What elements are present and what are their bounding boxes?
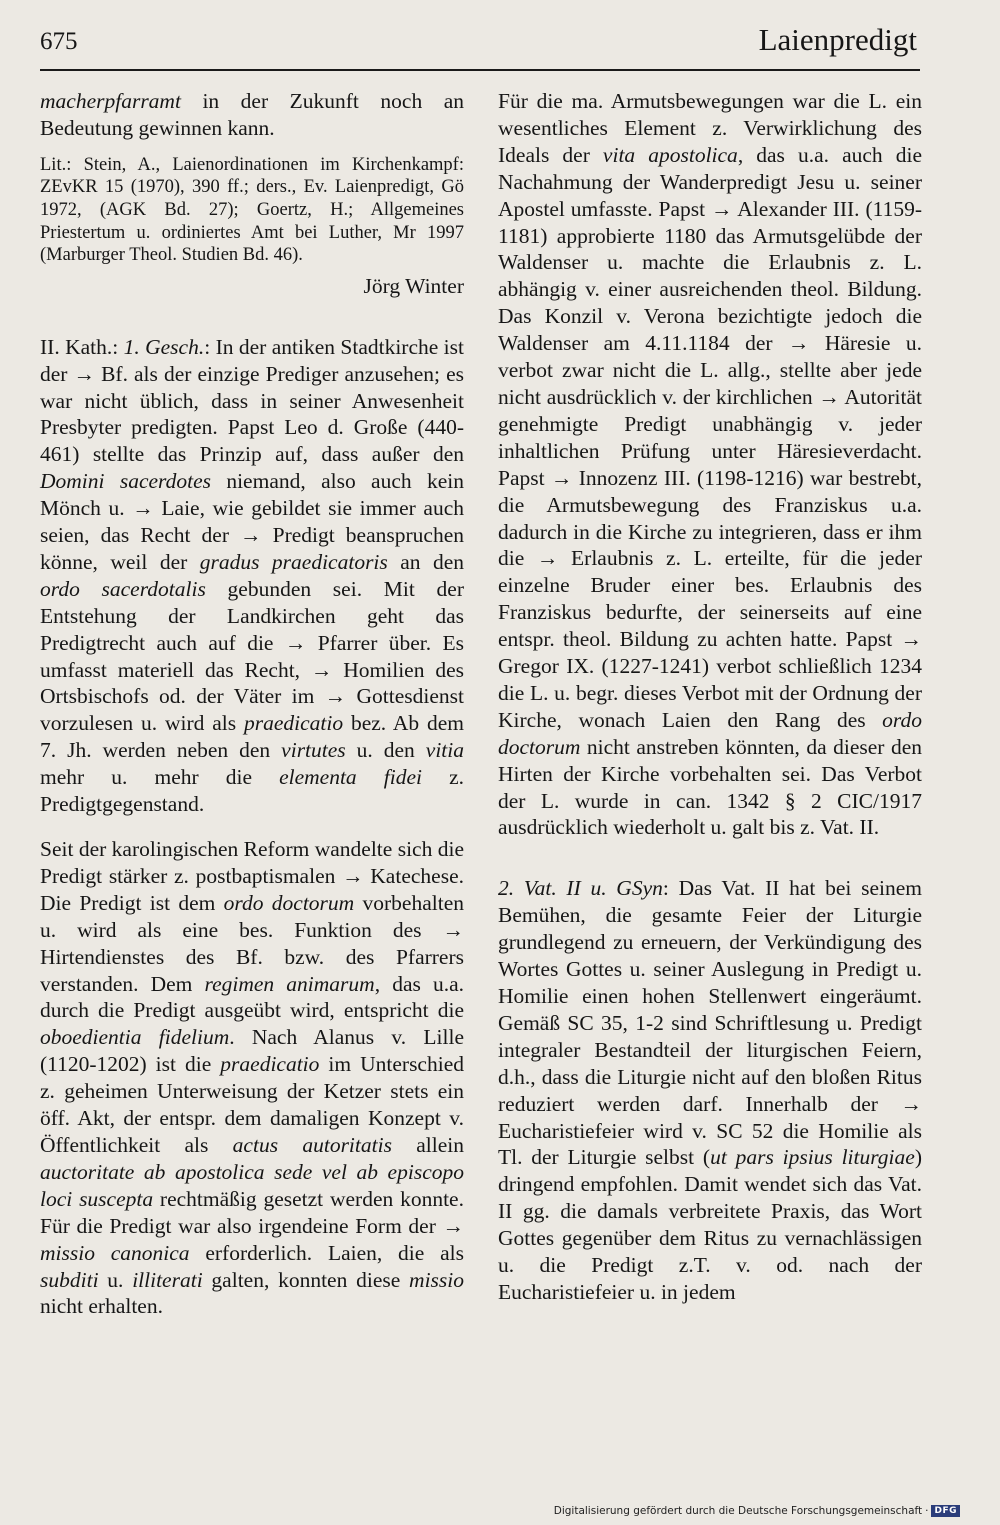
text-run: . Nach Alanus v. Lille (1120-1202) ist die	[40, 1025, 464, 1077]
running-head-title: Laienpredigt	[758, 22, 917, 57]
italic-term: missio	[409, 1267, 465, 1292]
italic-term: praedicatio	[220, 1052, 320, 1077]
text-run: , das u.a. auch die Nachahmung der Wanderpredigt Jesu u. seiner Apostel umfasste. Papst → Alexander III. (1159-1181) approbierte 1180 das Armutsgelübde der Waldenser u. machte die Erlaubnis z. L. abhängig v. einer ausreichenden theol. Bildung. Das Konzil v. Verona bezichtigte jedoch die Waldenser am 4.11.1184 der → Häresie u. verbot zwar nicht die L. allg., stellte aber jede nicht ausdrücklich v. der kirchlichen → Autorität genehmigte Predigt unabhängig v. jeder inhaltlichen Prüfung unter Häresieverdacht. Papst → Innozenz III. (1198-1216) war bestrebt, die Armutsbewegung des Franziskus u.a. dadurch in die Kirche zu integrieren, dass er ihm die → Erlaubnis z. L. erteilte, für die jeder einzelne Bruder einer bes. Erlaubnis des Franziskus bedurfte, der seinerseits auf eine entspr. theol. Bildung zu achten hatte. Papst → Gregor IX. (1227-1241) verbot schließlich 1234 die L. u. begr. dieses Verbot mit der Ordnung der Kirche, wonach Laien den Rang des	[498, 142, 922, 732]
text-run: : Das Vat. II hat bei seinem Bemühen, die gesamte Feier der Liturgie grundlegend zu erneuern, der Verkündigung des Wortes Gottes u. seiner Auslegung in Predigt u. Homilie einen hohen Stellenwert eingeräumt. Gemäß SC 35, 1-2 sind Schriftlesung u. Predigt integraler Bestandteil der liturgischen Feiern, d.h., dass die Liturgie nicht auf den bloßen Ritus reduziert werden darf. Innerhalb der → Eucharistiefeier wird v. SC 52 die Homilie als Tl. der Liturgie selbst (	[498, 876, 922, 1170]
italic-term: illiterati	[132, 1267, 203, 1292]
text-run: z. Predigtgegenstand.	[40, 765, 464, 817]
text-run: mehr u. mehr die	[40, 765, 280, 790]
text-run: im Unterschied z. geheimen Unterweisung der Ketzer stets ein öff. Akt, der entspr. dem damaligen Konzept v. Öffentlichkeit als	[40, 1052, 464, 1157]
text-run: , das u.a. durch die Predigt ausgeübt wird, entspricht die	[40, 971, 465, 1023]
italic-term: oboedientia fidelium	[40, 1025, 230, 1050]
italic-term: macherpfarramt	[40, 89, 181, 113]
text-run: : In der antiken Stadtkirche ist der → Bf. als der einzige Prediger anzusehen; es war nicht üblich, dass in seiner Anwesenheit Presbyter predigten. Papst Leo d. Große (440-461) stellte das Prinzip auf, dass außer den	[40, 334, 464, 467]
right-column	[498, 88, 922, 1306]
italic-term: ordo sacerdotalis	[40, 576, 206, 601]
italic-term: regimen animarum	[204, 971, 375, 996]
italic-term: ut pars ipsius liturgiae	[710, 1145, 915, 1170]
italic-term: ordo doctorum	[223, 890, 355, 915]
italic-term: elementa fidei	[279, 765, 422, 790]
left-column	[40, 88, 464, 1320]
italic-term: auctoritate ab apostolica sede vel ab episcopo loci suscepta	[40, 1159, 464, 1211]
text-run: rechtmäßig gesetzt werden konnte. Für die Predigt war also irgendeine Form der →	[40, 1186, 464, 1238]
text-run: nicht anstreben könnten, da dieser den Hirten der Kirche vorbehalten sei. Das Verbot der L. wurde in can. 1342 § 2 CIC/1917 ausdrücklich wiederholt u. galt bis z. Vat. II.	[498, 734, 922, 840]
literature-references: Lit.: Stein, A., Laienordinationen im Kirchenkampf: ZEvKR 15 (1970), 390 ff.; ders., Ev. Laienpredigt, Gö 1972, (AGK Bd. 27); Goertz, H.; Allgemeines Priestertum u. ordiniertes Amt bei Luther, Mr 1997 (Marburger Theol. Studien Bd. 46).	[40, 154, 464, 266]
separator-dot: ·	[925, 1505, 929, 1517]
text-run: in der Zukunft noch an Bedeutung gewinnen kann.	[40, 89, 464, 140]
paragraph-poverty-movements	[498, 88, 922, 841]
text-run: ) dringend empfohlen. Damit wendet sich das Vat. II gg. die damals verbreitete Praxis, das Wort Gottes gegenüber dem Ritus zu vernachlässigen u. die Predigt z.T. v. od. nach der Eucharistiefeier u. in jedem	[498, 1145, 922, 1304]
dfg-logo: DFG	[931, 1505, 960, 1517]
text-run: allein	[391, 1132, 464, 1157]
section-heading: 1. Gesch.	[123, 334, 205, 359]
text-run: Seit der karolingischen Reform wandelte sich die Predigt stärker z. postbaptismalen → Katechese. Die Predigt ist dem	[40, 837, 464, 915]
text-run: Für die ma. Armutsbewegungen war die L. ein wesentliches Element z. Verwirklichung des Ideals der	[498, 89, 922, 167]
text-run: II. Kath.:	[40, 334, 124, 359]
section-heading: 2. Vat. II u. GSyn	[498, 876, 663, 901]
italic-term: praedicatio	[243, 711, 344, 736]
text-run: niemand, also auch kein Mönch u. → Laie, wie gebildet sie immer auch seien, das Recht der → Predigt beanspruchen könne, weil der	[40, 469, 464, 574]
italic-term: gradus praedicatoris	[199, 549, 388, 574]
italic-term: vitia	[425, 738, 464, 763]
italic-term: Domini sacerdotes	[40, 469, 211, 494]
italic-term: subditi	[40, 1267, 99, 1292]
author-signature: Jörg Winter	[363, 273, 464, 298]
text-run: galten, konnten diese	[202, 1267, 410, 1292]
paragraph-vatican-ii	[498, 875, 922, 1306]
text-run: u.	[98, 1267, 133, 1292]
text-run: u. den	[345, 738, 426, 763]
digitization-credit	[554, 1505, 960, 1517]
italic-term: actus autoritatis	[232, 1132, 392, 1157]
credit-text: Digitalisierung gefördert durch die Deutsche Forschungsgemeinschaft	[553, 1505, 923, 1517]
italic-term: missio canonica	[40, 1240, 190, 1265]
paragraph-carolingian	[40, 836, 464, 1320]
header-rule	[40, 69, 920, 71]
text-run: bez. Ab dem 7. Jh. werden neben den	[40, 711, 464, 763]
text-run: nicht erhalten.	[40, 1294, 163, 1319]
paragraph-continuation	[40, 88, 464, 142]
italic-term: virtutes	[281, 738, 346, 763]
italic-term: vita apostolica	[602, 142, 738, 167]
page-number: 675	[40, 28, 78, 55]
text-run: an den	[387, 549, 465, 574]
text-run: vorbehalten u. wird als eine bes. Funktion des → Hirtendienstes des Bf. bzw. des Pfarrers verstanden. Dem	[40, 890, 464, 996]
text-run: gebunden sei. Mit der Entstehung der Landkirchen geht das Predigtrecht auch auf die → Pfarrer über. Es umfasst materiell das Recht, → Homilien des Ortsbischofs od. der Väter im → Gottesdienst vorzulesen u. wird als	[40, 576, 464, 736]
text-run: erforderlich. Laien, die als	[189, 1240, 464, 1265]
paragraph-history	[40, 334, 464, 818]
italic-term: ordo doctorum	[498, 707, 922, 759]
